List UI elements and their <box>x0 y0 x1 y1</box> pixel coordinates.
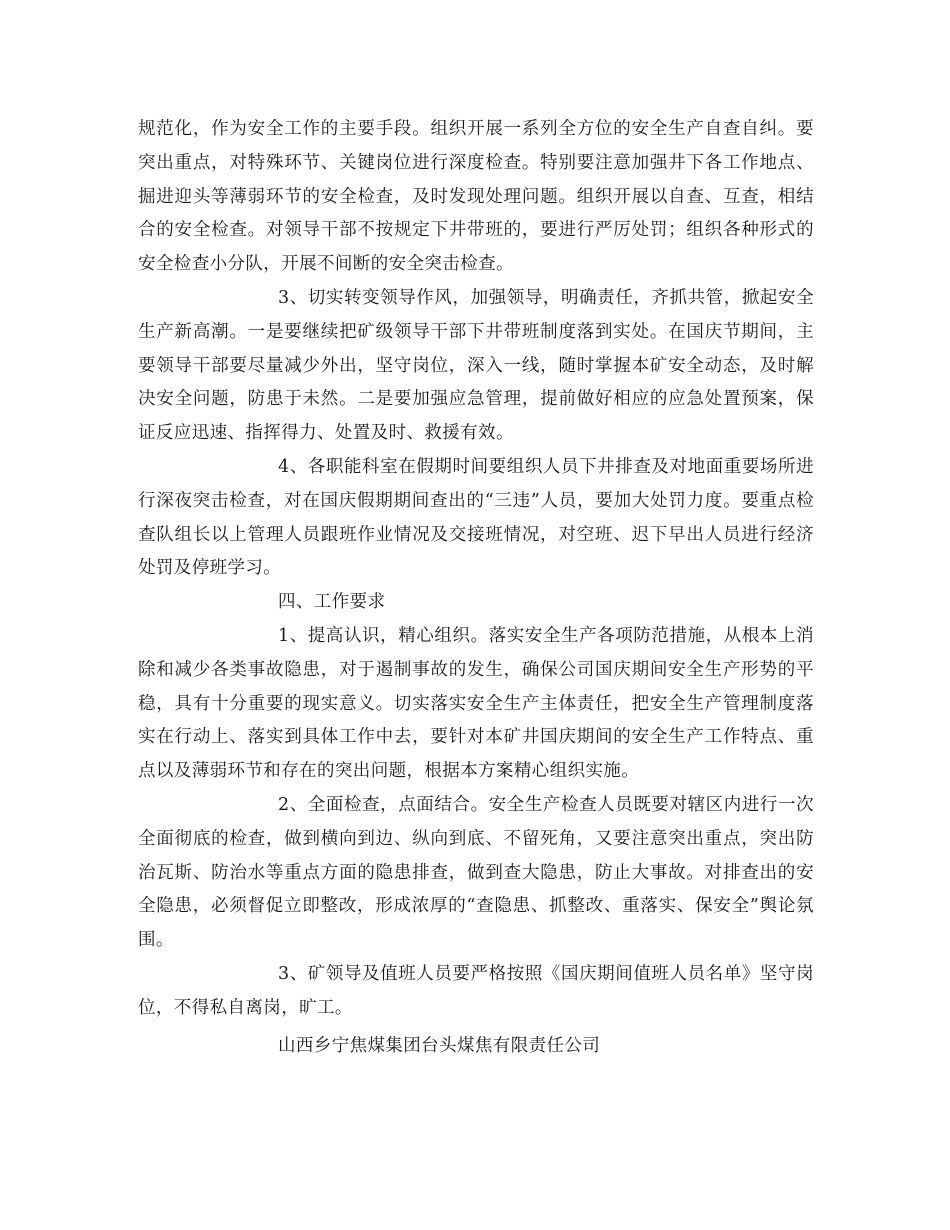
paragraph-requirement-3: 3、矿领导及值班人员要严格按照《国庆期间值班人员名单》坚守岗位，不得私自离岗，旷工。 <box>138 963 814 1018</box>
document-body <box>138 113 814 1063</box>
section-heading-work-requirements: 四、工作要求 <box>278 592 386 613</box>
paragraph-item-3: 3、切实转变领导作风，加强领导，明确责任，齐抓共管，掀起安全生产新高潮。一是要继续把矿级领导干部下井带班制度落到实处。在国庆节期间，主要领导干部要尽量减少外出，坚守岗位，深入一线，随时掌握本矿安全动态，及时解决安全问题，防患于未然。二是要加强应急管理，提前做好相应的应急处置预案，保证反应迅速、指挥得力、处置及时、救援有效。 <box>138 287 814 444</box>
company-signature: 山西乡宁焦煤集团台头煤焦有限责任公司 <box>278 1035 601 1056</box>
paragraph-item-4: 4、各职能科室在假期时间要组织人员下井排查及对地面重要场所进行深夜突击检查，对在国庆假期期间查出的“三违”人员，要加大处罚力度。要重点检查队组长以上管理人员跟班作业情况及交接班情况，对空班、迟下早出人员进行经济处罚及停班学习。 <box>138 456 814 579</box>
paragraph-continuation: 规范化，作为安全工作的主要手段。组织开展一系列全方位的安全生产自查自纠。要突出重点，对特殊环节、关键岗位进行深度检查。特别要注意加强井下各工作地点、掘进迎头等薄弱环节的安全检查，及时发现处理问题。组织开展以自查、互查，相结合的安全检查。对领导干部不按规定下井带班的，要进行严厉处罚；组织各种形式的安全检查小分队，开展不间断的安全突击检查。 <box>138 119 814 275</box>
paragraph-requirement-1: 1、提高认识，精心组织。落实安全生产各项防范措施，从根本上消除和减少各类事故隐患，对于遏制事故的发生，确保公司国庆期间安全生产形势的平稳，具有十分重要的现实意义。切实落实安全生产主体责任，把安全生产管理制度落实在行动上、落实到具体工作中去，要针对本矿井国庆期间的安全生产工作特点、重点以及薄弱环节和存在的突出问题，根据本方案精心组织实施。 <box>138 625 814 782</box>
paragraph-requirement-2: 2、全面检查，点面结合。安全生产检查人员既要对辖区内进行一次全面彻底的检查，做到横向到边、纵向到底、不留死角，又要注意突出重点，突出防治瓦斯、防治水等重点方面的隐患排查，做到查大隐患，防止大事故。对排查出的安全隐患，必须督促立即整改，形成浓厚的“查隐患、抓整改、重落实、保安全”舆论氛围。 <box>138 794 814 951</box>
